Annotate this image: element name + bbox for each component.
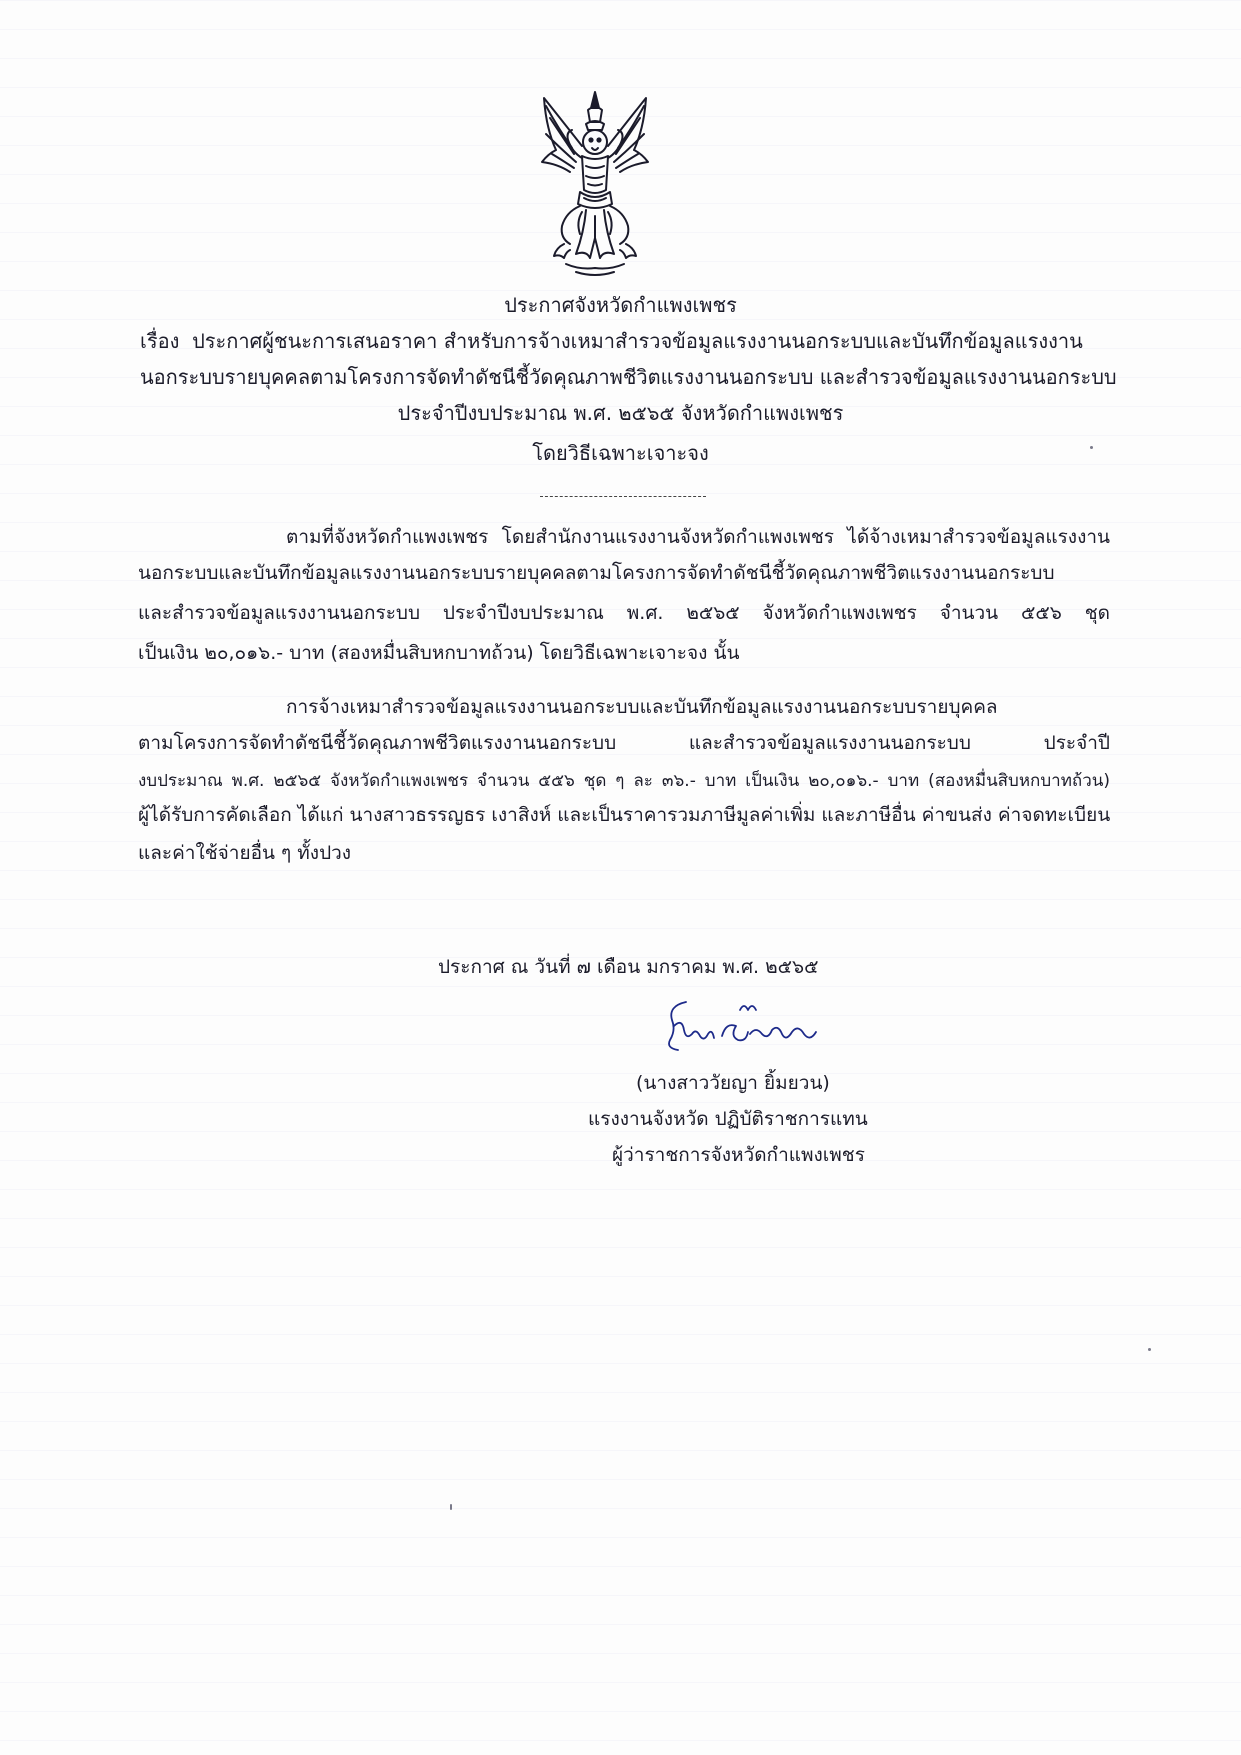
- signatory-name: (นางสาววัยญา ยิ้มยวน): [636, 1072, 830, 1094]
- garuda-emblem-icon: [536, 88, 654, 278]
- subject-label: เรื่อง: [140, 329, 180, 353]
- paragraph-1-line: เป็นเงิน ๒๐,๐๑๖.- บาท (สองหมื่นสิบหกบาทถ้วน) โดยวิธีเฉพาะเจาะจง นั้น: [138, 642, 740, 664]
- paragraph-2-line: ตามโครงการจัดทำดัชนีชี้วัดคุณภาพชีวิตแรงงานนอกระบบ และสำรวจข้อมูลแรงงานนอกระบบ ประจำปี: [138, 732, 1110, 754]
- scan-speck: [1148, 1348, 1151, 1351]
- signatory-position: แรงงานจังหวัด ปฏิบัติราชการแทน: [588, 1108, 868, 1130]
- divider-dashes: [540, 486, 706, 497]
- subject-line-2: นอกระบบรายบุคคลตามโครงการจัดทำดัชนีชี้วัดคุณภาพชีวิตแรงงานนอกระบบ และสำรวจข้อมูลแรงงานนอกระบบ: [140, 365, 1117, 389]
- document-authority-title: ประกาศจังหวัดกำแพงเพชร: [504, 293, 737, 317]
- paragraph-1-line: ตามที่จังหวัดกำแพงเพชร โดยสำนักงานแรงงานจังหวัดกำแพงเพชร ได้จ้างเหมาสำรวจข้อมูลแรงงาน: [286, 526, 1110, 548]
- signatory-on-behalf: ผู้ว่าราชการจังหวัดกำแพงเพชร: [612, 1144, 865, 1166]
- subject-method: โดยวิธีเฉพาะเจาะจง: [532, 441, 709, 465]
- paragraph-2-line: ผู้ได้รับการคัดเลือก ได้แก่ นางสาวธรรญธร เงาสิงห์ และเป็นราคารวมภาษีมูลค่าเพิ่ม และภาษีอื่น ค่าขนส่ง ค่าจดทะเบียน: [138, 804, 1111, 826]
- scan-speck: [1090, 446, 1093, 449]
- handwritten-signature: [664, 996, 834, 1062]
- scan-speck: [450, 1504, 452, 1510]
- paragraph-1-line: นอกระบบและบันทึกข้อมูลแรงงานนอกระบบรายบุคคลตามโครงการจัดทำดัชนีชี้วัดคุณภาพชีวิตแรงงานนอกระบบ: [138, 562, 1055, 584]
- subject-line-1: [140, 328, 1100, 354]
- paragraph-2-line: งบประมาณ พ.ศ. ๒๕๖๕ จังหวัดกำแพงเพชร จำนวน ๕๕๖ ชุด ๆ ละ ๓๖.- บาท เป็นเงิน ๒๐,๐๑๖.- บาท (สองหมื่นสิบหกบาทถ้วน): [138, 771, 1110, 791]
- paragraph-1-line: และสำรวจข้อมูลแรงงานนอกระบบ ประจำปีงบประมาณ พ.ศ. ๒๕๖๕ จังหวัดกำแพงเพชร จำนวน ๕๕๖ ชุด: [138, 602, 1110, 624]
- announcement-date: ประกาศ ณ วันที่ ๗ เดือน มกราคม พ.ศ. ๒๕๖๕: [438, 956, 819, 978]
- subject-line-3: ประจำปีงบประมาณ พ.ศ. ๒๕๖๕ จังหวัดกำแพงเพชร: [397, 401, 844, 425]
- paragraph-2-line: และค่าใช้จ่ายอื่น ๆ ทั้งปวง: [138, 842, 352, 864]
- subject-text-1: ประกาศผู้ชนะการเสนอราคา สำหรับการจ้างเหมาสำรวจข้อมูลแรงงานนอกระบบและบันทึกข้อมูลแรงงาน: [192, 329, 1083, 353]
- paragraph-2-line: การจ้างเหมาสำรวจข้อมูลแรงงานนอกระบบและบันทึกข้อมูลแรงงานนอกระบบรายบุคคล: [286, 696, 998, 718]
